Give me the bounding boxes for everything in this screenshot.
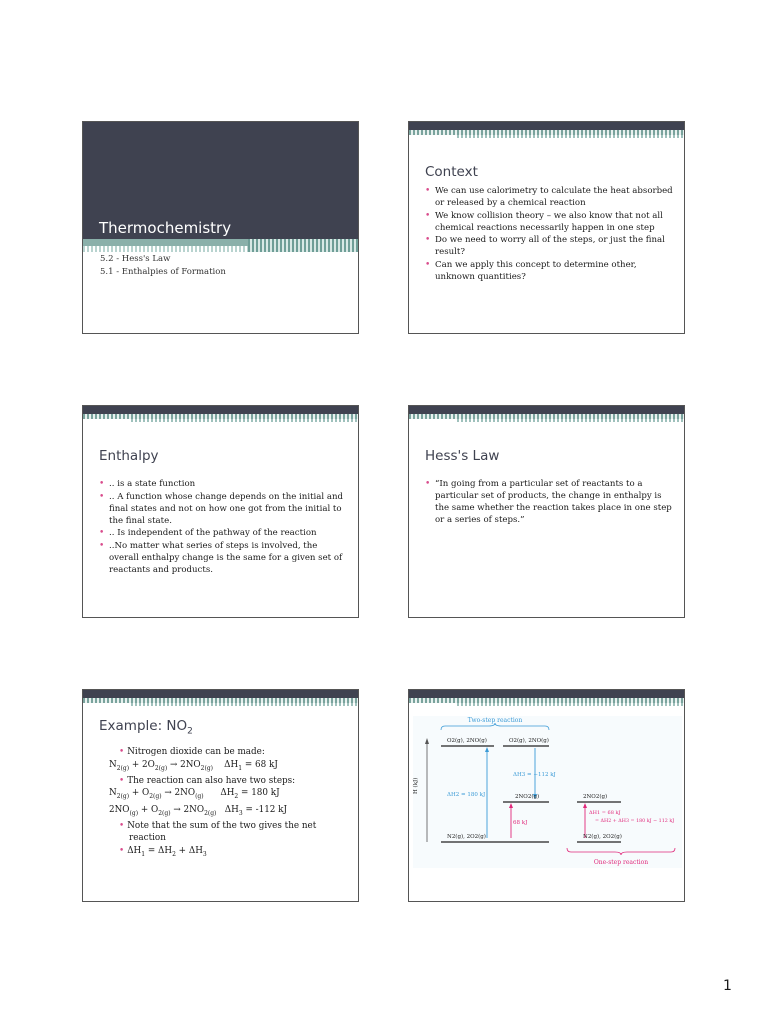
bullet-icon: • — [99, 540, 105, 551]
slide-example-no2 — [82, 689, 359, 902]
slide-enthalpy — [82, 405, 359, 618]
bullet-icon: • — [425, 479, 431, 489]
subtitle-2: 5.1 - Enthalpies of Formation — [100, 267, 226, 277]
slide-heading: Context — [425, 164, 478, 180]
slide-title — [82, 121, 359, 334]
bullet-item: • “In going from a particular set of reactants to a particular set of products, the change in enthalpy is the same whether the reaction takes place in one step or a series of steps.” — [425, 479, 672, 525]
level-mid: 2NO2(g) — [515, 794, 540, 800]
subtitle-list — [100, 253, 226, 279]
example-bullet-4: • $\Delta H_1 = \Delta H_2 + \Delta H_3$ — [119, 845, 207, 858]
slide-header-band-2 — [131, 703, 359, 706]
bullet-item: • .. Is independent of the pathway of the reaction — [99, 528, 317, 538]
bullet-icon: • — [425, 259, 431, 270]
slide-header-bar — [409, 406, 684, 414]
bullet-icon: • — [99, 479, 105, 489]
bullet-item: • .. is a state function — [99, 479, 196, 489]
level-bottom-left: N2(g), 2O2(g) — [447, 834, 486, 840]
enthalpy-diagram — [409, 712, 685, 872]
one-step-label: One-step reaction — [593, 859, 649, 866]
bullet-icon: • — [425, 186, 431, 196]
bullet-item: • We know collision theory – we also know that not all chemical reactions necessarily happen in one step — [425, 210, 663, 233]
slide-header-band-2 — [457, 135, 685, 138]
bullet-item: • .. A function whose change depends on the initial and final states and not on how one got from the initial to the final state. — [99, 491, 344, 526]
y-axis-label: H (kJ) — [413, 777, 419, 794]
slide-header-bar — [83, 690, 358, 698]
slide-enthalpy-diagram — [408, 689, 685, 902]
slide-hess-law — [408, 405, 685, 618]
dh-step-1: ΔH2 = 180 kJ — [447, 792, 486, 798]
bullet-icon: • — [119, 820, 125, 831]
example-bullet-3: • Note that the sum of the two gives the net reaction — [119, 820, 317, 844]
bullet-item: • Can we apply this concept to determine other, unknown quantities? — [425, 259, 637, 282]
equation-step-1: $N_{2(g)} + O_{2(g)} \to 2NO_{(g)}$ $\Delta H_2 = 180$ kJ — [109, 788, 280, 800]
slide-header-band-2 — [457, 419, 685, 422]
slide-header-band-2 — [457, 703, 685, 706]
level-top-left: O2(g), 2NO(g) — [447, 738, 487, 744]
slide-title-text: Thermochemistry — [99, 219, 232, 237]
slide-header-bar — [409, 122, 684, 130]
equation-step-2: $2NO_{(g)} + O_{2(g)} \to 2NO_{2(g)}$ $\Delta H_3 = -112$ kJ — [109, 804, 288, 817]
bullet-icon: • — [99, 491, 105, 502]
bullet-list — [425, 478, 675, 527]
bullet-icon: • — [425, 235, 431, 245]
bullet-list — [425, 185, 675, 283]
bullet-icon: • — [119, 747, 125, 757]
slide-header-bar — [409, 690, 684, 698]
slide-header-band-2 — [131, 419, 359, 422]
dh-step-2: ΔH3 = −112 kJ — [513, 772, 556, 778]
slide-heading: Enthalpy — [99, 448, 159, 464]
bullet-item: • Do we need to worry all of the steps, or just the final result? — [425, 235, 665, 257]
two-step-label: Two-step reaction — [467, 717, 523, 724]
slide-heading: Example: $NO_2$ — [99, 718, 193, 737]
dh-mid: 68 kJ — [513, 820, 528, 826]
level-top-right: O2(g), 2NO(g) — [509, 738, 549, 744]
example-content — [109, 746, 355, 861]
example-bullet-1: • Nitrogen dioxide can be made: — [119, 747, 265, 757]
bullet-icon: • — [119, 845, 125, 856]
slide-context — [408, 121, 685, 334]
slide-heading: Hess's Law — [425, 448, 500, 464]
bullet-list — [99, 478, 349, 576]
equation-total: $N_{2(g)} + 2O_{2(g)} \to 2NO_{2(g)}$ $\Delta H_1 = 68$ kJ — [109, 759, 278, 772]
slide-header-bar — [83, 406, 358, 414]
subtitle-1: 5.2 - Hess's Law — [100, 254, 171, 264]
dh-total: ΔH1 = 68 kJ — [589, 810, 621, 816]
page-number: 1 — [723, 978, 732, 994]
example-bullet-2: • The reaction can also have two steps: — [119, 775, 296, 786]
bullet-icon: • — [119, 775, 125, 786]
level-right-bottom: N2(g), 2O2(g) — [583, 834, 622, 840]
dh-total-sum: = ΔH2 + ΔH3 = 180 kJ − 112 kJ — [595, 819, 675, 824]
bullet-item: • We can use calorimetry to calculate the heat absorbed or released by a chemical reaction — [425, 186, 673, 208]
bullet-icon: • — [99, 528, 105, 538]
title-checker-right — [248, 239, 359, 252]
bullet-icon: • — [425, 210, 431, 221]
level-right-top: 2NO2(g) — [583, 794, 608, 800]
bullet-item: • ..No matter what series of steps is involved, the overall enthalpy change is the same for a given set of reactants and products. — [99, 540, 343, 575]
